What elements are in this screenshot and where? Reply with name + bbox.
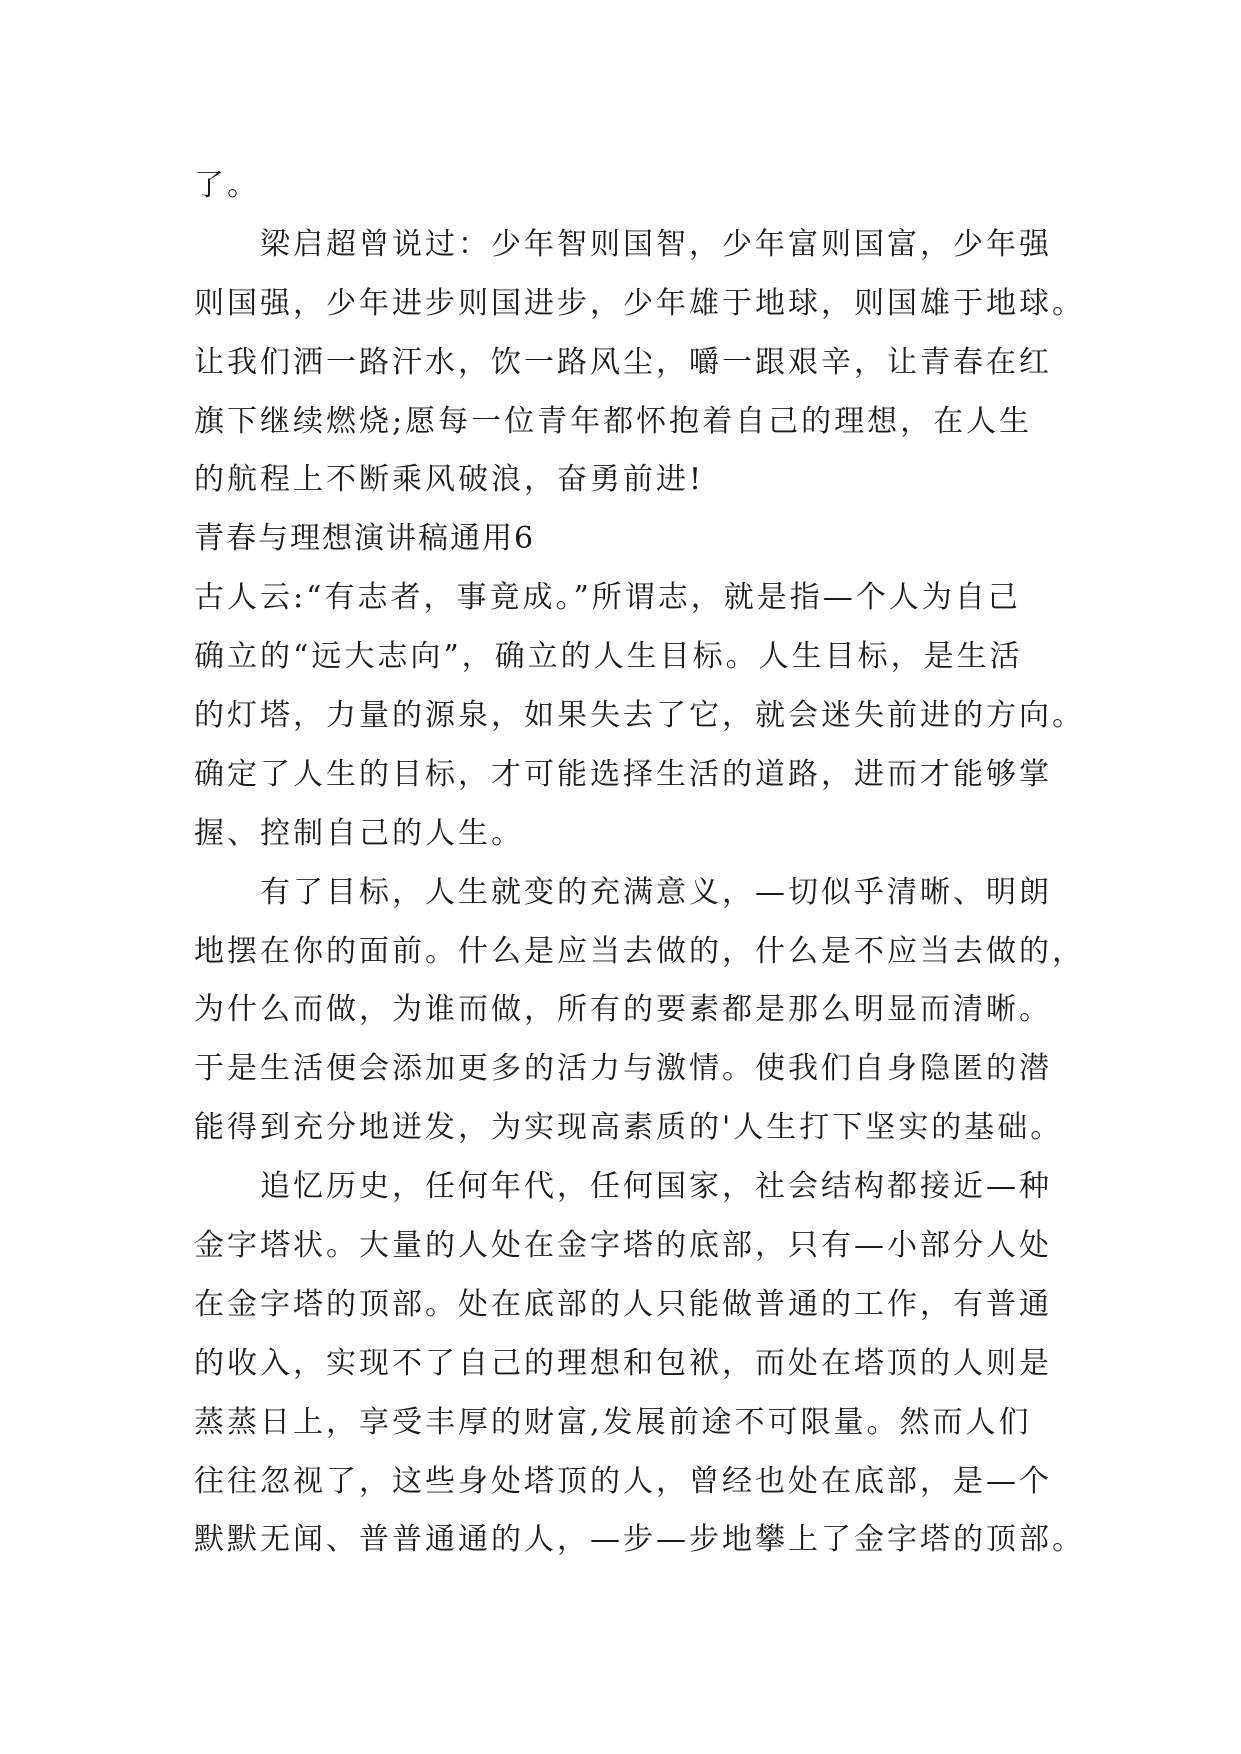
text-line: 了。 — [194, 168, 260, 203]
text-line: 默默无闻、普普通通的人，—步—步地攀上了金字塔的顶部。 — [194, 1522, 1085, 1558]
text-line: 在金字塔的顶部。处在底部的人只能做普通的工作，有普通 — [194, 1286, 1052, 1322]
text-line: 确定了人生的目标，才可能选择生活的道路，进而才能够掌 — [194, 756, 1052, 792]
text-line: 蒸蒸日上，享受丰厚的财富,发展前途不可限量。然而人们 — [194, 1404, 1032, 1440]
paragraph-first-line: 梁启超曾说过：少年智则国智，少年富则国富，少年强 — [260, 226, 1052, 262]
text-line: 地摆在你的面前。什么是应当去做的，什么是不应当去做的， — [194, 933, 1085, 969]
paragraph-first-line: 有了目标，人生就变的充满意义，—切似乎清晰、明朗 — [260, 874, 1052, 910]
text-line: 为什么而做，为谁而做，所有的要素都是那么明显而清晰。 — [194, 992, 1052, 1028]
text-line: 往往忽视了，这些身处塔顶的人，曾经也处在底部，是—个 — [194, 1463, 1052, 1499]
text-line: 的收入，实现不了自己的理想和包袱，而处在塔顶的人则是 — [194, 1345, 1052, 1381]
text-line: 金字塔状。大量的人处在金字塔的底部，只有—小部分人处 — [194, 1228, 1052, 1264]
text-line: 的灯塔，力量的源泉，如果失去了它，就会迷失前进的方向。 — [194, 698, 1085, 734]
section-title: 青春与理想演讲稿通用6 — [194, 521, 536, 557]
text-line: 确立的“远大志向”，确立的人生目标。人生目标，是生活 — [194, 639, 1023, 675]
text-line: 握、控制自己的人生。 — [194, 815, 524, 851]
paragraph-first-line: 追忆历史，任何年代，任何国家，社会结构都接近—种 — [260, 1169, 1052, 1205]
text-line: 则国强，少年进步则国进步，少年雄于地球，则国雄于地球。 — [194, 285, 1085, 321]
text-line: 能得到充分地迸发，为实现高素质的'人生打下坚实的基础。 — [194, 1110, 1064, 1146]
text-line: 让我们洒一路汗水，饮一路风尘，嚼一跟艰辛，让青春在红 — [194, 344, 1052, 380]
text-line: 古人云:“有志者，事竟成。”所谓志，就是指—个人为自己 — [194, 580, 1021, 616]
text-line: 旗下继续燃烧;愿每一位青年都怀抱着自己的理想，在人生 — [194, 403, 1033, 439]
text-line: 的航程上不断乘风破浪，奋勇前进! — [194, 462, 705, 498]
text-line: 于是生活便会添加更多的活力与激情。使我们自身隐匿的潜 — [194, 1051, 1052, 1087]
